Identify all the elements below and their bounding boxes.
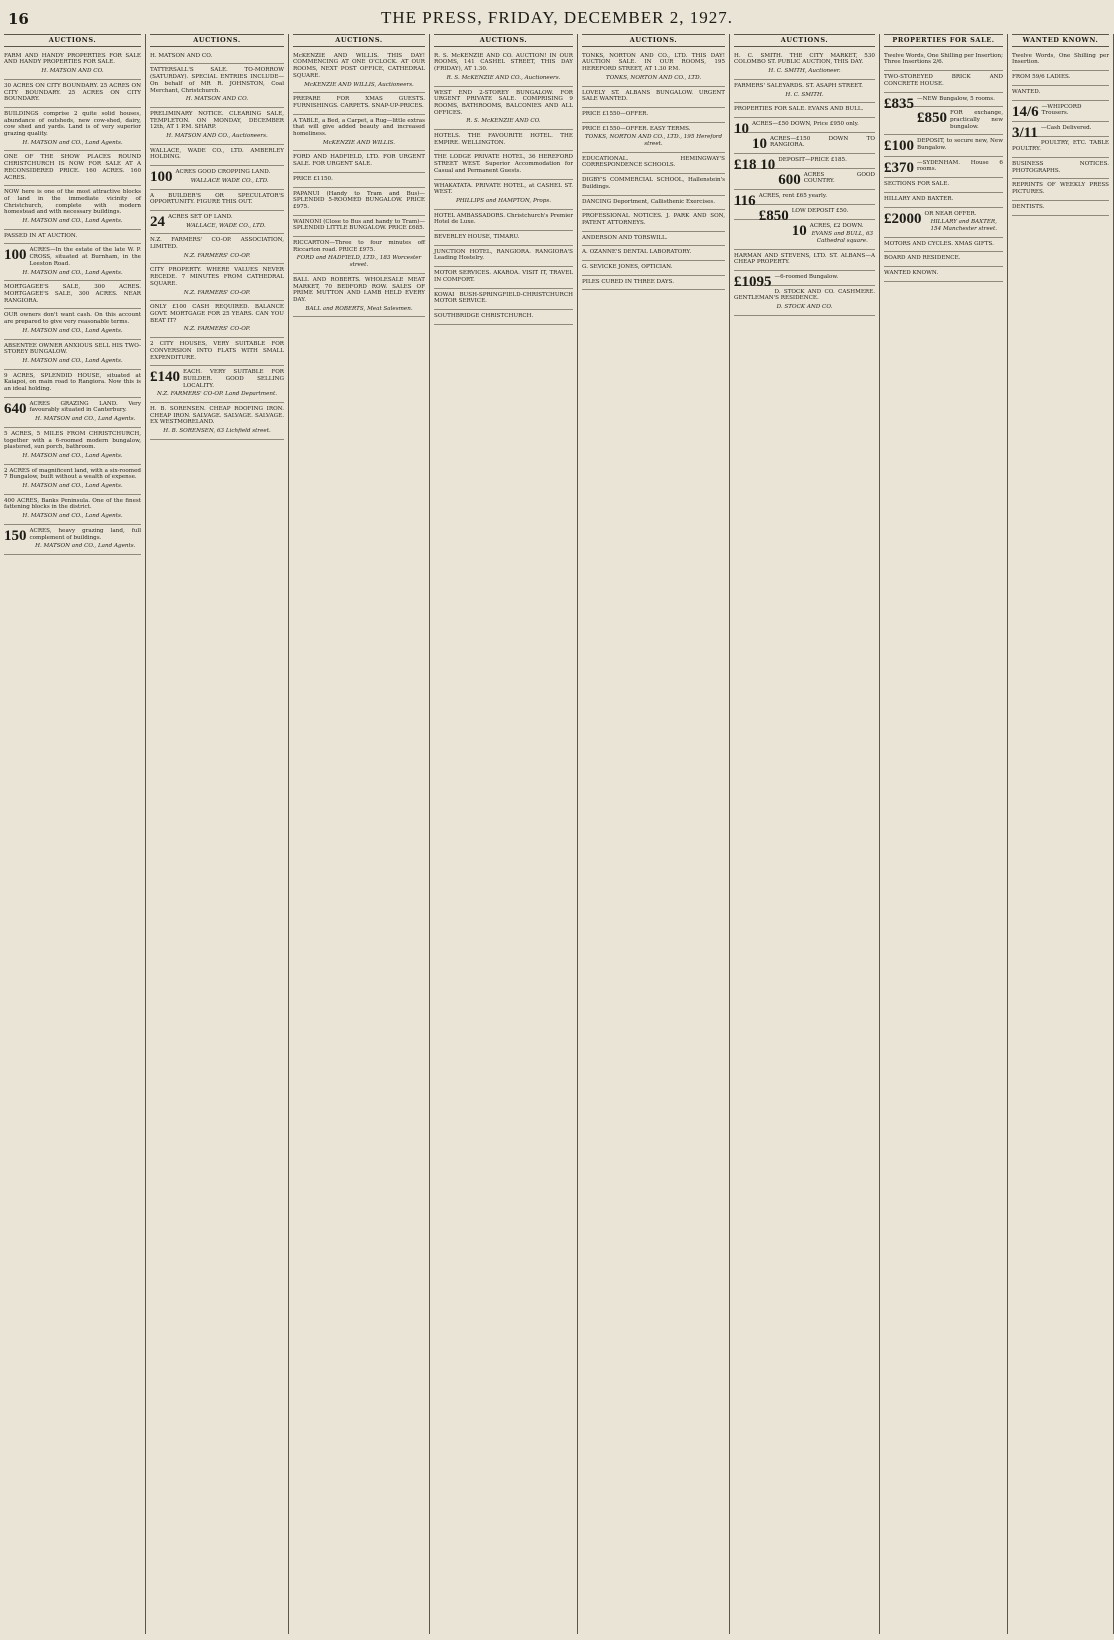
ad-text: PREPARE FOR XMAS GUESTS. FURNISHINGS. CARPETS. SNAP-UP-PRICES. — [293, 96, 425, 109]
ad-signature: H. C. SMITH. — [785, 91, 824, 98]
classified-ad — [150, 108, 284, 145]
classified-ad — [884, 50, 1003, 71]
ad-text: MOTORS AND CYCLES. XMAS GIFTS. — [884, 240, 994, 247]
column-heading: AUCTIONS. — [434, 34, 573, 47]
ad-signature: N.Z. FARMERS' CO-OP. — [183, 289, 251, 296]
classified-ad — [1012, 86, 1109, 101]
classified-ad — [1012, 71, 1109, 86]
page-number: 16 — [8, 10, 29, 28]
classified-ad — [734, 118, 875, 137]
ad-text: EDUCATIONAL. HEMINGWAY'S CORRESPONDENCE SCHOOLS. — [582, 155, 725, 169]
ad-text: PASSED IN AT AUCTION. — [4, 232, 78, 239]
ad-signature: D. STOCK AND CO. — [776, 304, 833, 311]
ad-figure: £140 — [150, 369, 180, 386]
ad-text: PRICE £1550—OFFER. — [582, 110, 649, 117]
ad-text: —Cash Delivered. — [1040, 124, 1092, 131]
newspaper-column — [578, 34, 730, 1634]
classified-ad — [293, 115, 425, 152]
ad-signature: H. MATSON and CO., Land Agents. — [22, 218, 123, 225]
ad-signature: PHILLIPS and HAMPTON, Props. — [455, 197, 551, 204]
ad-text: H. B. SORENSEN. CHEAP ROOFING IRON. CHEAP IRON. SALVAGE. SALVAGE. SALVAGE. EX WESTMORELAND. — [150, 406, 284, 426]
ad-text: WEST END 2-STOREY BUNGALOW. FOR URGENT PRIVATE SALE. COMPRISING 9 ROOMS, BATHROOMS, BALCONIES AND ALL OFFICES. — [434, 89, 573, 116]
classified-ad — [434, 210, 573, 231]
ad-figure: £1095 — [734, 274, 772, 291]
ad-text: HOTEL AMBASSADORS. Christchurch's Premier Hotel de Luxe. — [434, 212, 573, 226]
ad-text: ABSENTEE OWNER ANXIOUS SELL HIS TWO-STOREY BUNGALOW. — [4, 342, 141, 356]
ad-text: 400 ACRES, Banks Peninsula. One of the finest fattening blocks in the district. — [4, 497, 141, 511]
ad-signature: H. MATSON and CO., Land Agents. — [35, 416, 136, 423]
classified-ad — [434, 180, 573, 210]
ad-text: FROM 59/6 LADIES. — [1012, 74, 1071, 81]
classified-ad — [150, 64, 284, 108]
newspaper-title: THE PRESS, FRIDAY, DECEMBER 2, 1927. — [381, 8, 733, 27]
ad-text: 30 ACRES ON CITY BOUNDARY. 25 ACRES ON CITY BOUNDARY. 25 ACRES ON CITY BOUNDARY. — [4, 82, 141, 103]
classified-ad — [434, 87, 573, 131]
ad-figure: 600 — [778, 171, 801, 188]
column-heading: AUCTIONS. — [293, 34, 425, 47]
ad-text: NOW here is one of the most attractive blocks of land in the immediate vicinity of Christchurch, complete with modern homestead and with necessary buildings. — [4, 189, 141, 216]
ad-text: RICCARTON—Three to four minutes off Riccarton road. PRICE £975. — [293, 240, 425, 253]
ad-text: DEPOSIT—PRICE £185. — [778, 157, 847, 164]
classified-ad — [582, 50, 725, 87]
column-heading: AUCTIONS. — [150, 34, 284, 47]
ad-text: HARMAN AND STEVENS, LTD. ST. ALBANS—A CHEAP PROPERTY. — [734, 252, 875, 266]
classified-ad — [734, 103, 875, 118]
ad-figure: 10 — [734, 120, 749, 137]
ad-signature: H. MATSON and CO., Land Agents. — [22, 269, 123, 276]
ad-signature: H. B. SORENSEN, 63 Lichfield street. — [163, 428, 271, 435]
classified-ad — [434, 267, 573, 288]
column-heading: AUCTIONS. — [582, 34, 725, 47]
classified-ad — [293, 151, 425, 172]
classified-ad — [434, 246, 573, 267]
ad-text: THE LODGE PRIVATE HOTEL, 36 HEREFORD STREET WEST. Superior Accommodation for Casual and Permanent Guests. — [434, 154, 573, 174]
ad-signature: H. MATSON AND CO. — [185, 96, 249, 103]
column-heading: AUCTIONS. — [4, 34, 141, 47]
ad-text: PILES CURED IN THREE DAYS. — [582, 278, 674, 285]
ad-text: WAINONI (Close to Bus and handy to Tram)—SPLENDID LITTLE BUNGALOW. PRICE £685. — [293, 218, 425, 232]
classified-ad — [150, 50, 284, 65]
ad-signature: R. S. McKENZIE AND CO., Auctioneers. — [446, 74, 561, 81]
ad-text: A TABLE, a Bed, a Carpet, a Rug—little extras that will give added beauty and increased homeliness. — [293, 117, 425, 138]
ad-text: ACRES GRAZING LAND. Very favourably situated in Canterbury. — [29, 400, 141, 414]
classified-ad — [884, 157, 1003, 178]
classified-ad — [582, 210, 725, 231]
classified-ad — [582, 196, 725, 211]
ad-text: ACRES—£50 DOWN, Price £950 only. — [752, 120, 859, 127]
ad-text: MOTOR SERVICES. AKAROA. VISIT IT, TRAVEL IN COMFORT. — [434, 270, 573, 283]
ad-text: Twelve Words, One Shilling per Insertion; Three Insertions 2/6. — [884, 52, 1003, 66]
column-heading: PROPERTIES FOR SALE. — [884, 34, 1003, 47]
ad-text: H. MATSON AND CO. — [150, 52, 213, 59]
ad-text: TWO-STOREYED BRICK AND CONCRETE HOUSE. — [884, 74, 1003, 87]
classified-ad — [4, 244, 141, 281]
ad-text: H. C. SMITH. THE CITY MARKET, 530 COLOMBO ST. PUBLIC AUCTION, THIS DAY. — [734, 52, 875, 66]
newspaper-column — [0, 34, 146, 1634]
newspaper-column — [880, 34, 1008, 1634]
ad-figure: 100 — [4, 247, 27, 264]
classified-ad — [434, 231, 573, 246]
ad-figure: 10 — [752, 135, 767, 152]
newspaper-column — [1008, 34, 1114, 1634]
ad-text: JUNCTION HOTEL, RANGIORA. RANGIORA'S Leading Hostelry. — [434, 248, 573, 262]
classified-ad — [293, 93, 425, 114]
ad-figure: 14/6 — [1012, 103, 1039, 120]
ad-text: FARM AND HANDY PROPERTIES FOR SALE AND HANDY PROPERTIES FOR SALE. — [4, 52, 141, 66]
ad-figure: £835 — [884, 95, 914, 112]
ad-text: HOTELS. THE FAVOURITE HOTEL. THE EMPIRE. WELLINGTON. — [434, 133, 573, 146]
ad-signature: N.Z. FARMERS' CO-OP. — [183, 326, 251, 333]
ad-text: BEVERLEY HOUSE, TIMARU. — [434, 234, 520, 241]
classified-ad — [4, 495, 141, 525]
ad-text: SECTIONS FOR SALE. — [884, 181, 950, 188]
ad-signature: H. MATSON and CO., Land Agents. — [22, 513, 123, 520]
ad-signature: TONKS, NORTON AND CO., LTD. — [605, 74, 702, 81]
classified-ad — [293, 216, 425, 237]
classified-ad — [4, 108, 141, 152]
classified-ad — [150, 145, 284, 166]
ad-text: PRICE £1150. — [293, 175, 333, 182]
classified-ad — [150, 366, 284, 403]
classified-ad — [4, 50, 141, 80]
classified-ad — [734, 154, 875, 174]
classified-ad — [734, 271, 875, 291]
ad-text: TONKS, NORTON AND CO., LTD. THIS DAY! AUCTION SALE. IN OUR ROOMS, 195 HEREFORD STREET, AT 1.30 P.M. — [582, 52, 725, 73]
classified-ad — [582, 261, 725, 276]
newspaper-column — [146, 34, 289, 1634]
ad-signature: H. MATSON AND CO. — [41, 68, 104, 75]
classified-ad — [4, 428, 141, 465]
ad-text: DENTISTS. — [1012, 203, 1045, 210]
classified-ad — [293, 237, 425, 274]
classified-ad — [150, 211, 284, 234]
ad-text: MORTGAGEE'S SALE, 300 ACRES. MORTGAGEE'S SALE, 300 ACRES. NEAR RANGIORA. — [4, 284, 141, 304]
ad-signature: WALLACE, WADE CO., LTD. — [186, 222, 266, 229]
ad-figure: 10 — [791, 222, 807, 239]
ad-text: R. S. McKENZIE AND CO. AUCTION! IN OUR ROOMS, 141 CASHEL STREET, THIS DAY (FRIDAY), AT 1.30. — [434, 52, 573, 73]
ad-text: D. STOCK AND CO. CASHMERE. GENTLEMAN'S RESIDENCE. — [734, 288, 875, 302]
ad-signature: H. MATSON and CO., Land Agents. — [22, 452, 123, 459]
ad-text: WANTED KNOWN. — [884, 270, 939, 277]
ad-text: DEPOSIT, to secure new, New Bungalow. — [917, 138, 1003, 152]
classified-ad — [734, 133, 875, 154]
classified-ad — [150, 264, 284, 301]
ad-figure: £18 10 — [734, 157, 776, 174]
ad-text: BOARD AND RESIDENCE. — [884, 255, 961, 262]
classified-ad — [884, 208, 1003, 238]
ad-text: 2 ACRES of magnificent land, with a six-roomed 7 Bungalow, built without a wealth of expense. — [4, 467, 141, 481]
classified-ad — [150, 166, 284, 189]
classified-ad — [150, 301, 284, 338]
ad-signature: McKENZIE AND WILLIS, Auctioneers. — [304, 81, 414, 88]
ad-figure: 100 — [150, 169, 173, 186]
ad-text: N.Z. FARMERS' CO-OP. ASSOCIATION, LIMITED. — [150, 237, 284, 251]
ad-text: BUILDINGS comprise 2 quite solid houses, abundance of outsheds, new cow-shed, dairy, cow shed and yards. Land is of very superior grazing quality. — [4, 110, 141, 138]
ad-text: ACRES—£150 DOWN TO RANGIORA. — [770, 135, 875, 149]
ad-text: HILLARY AND BAXTER. — [884, 195, 954, 202]
ad-text: WALLACE, WADE CO., LTD. AMBERLEY HOLDING. — [150, 147, 284, 161]
ad-text: ACRES, rent £65 yearly. — [758, 193, 828, 200]
ad-text: LOW DEPOSIT £50. — [791, 207, 849, 214]
classified-ad — [884, 238, 1003, 253]
ad-text: WANTED. — [1012, 88, 1041, 95]
classified-ad — [434, 289, 573, 310]
classified-ad — [4, 370, 141, 398]
classified-ad — [293, 274, 425, 318]
ad-text: SOUTHBRIDGE CHRISTCHURCH. — [434, 312, 534, 319]
classified-ad — [4, 281, 141, 309]
ad-text: PROPERTIES FOR SALE. EVANS AND BULL. — [734, 106, 864, 113]
newspaper-column — [289, 34, 430, 1634]
classified-ad — [434, 310, 573, 325]
classified-ad — [734, 50, 875, 80]
ad-text: EACH. VERY SUITABLE FOR BUILDER. GOOD SELLING LOCALITY. — [183, 369, 284, 389]
ad-text: PRELIMINARY NOTICE. CLEARING SALE, TEMPLETON. ON MONDAY, DECEMBER 12th, AT 1 P.M. SHARP. — [150, 110, 284, 131]
ad-figure: 24 — [150, 213, 165, 230]
classified-ad — [582, 276, 725, 291]
ad-text: LOVELY ST. ALBANS BUNGALOW. URGENT SALE WANTED. — [582, 89, 725, 103]
masthead — [0, 0, 1114, 34]
ad-text: G. SEVICKE JONES, OPTICIAN. — [582, 264, 673, 271]
classified-ad — [293, 50, 425, 94]
classified-ad — [434, 50, 573, 87]
classified-ad — [884, 193, 1003, 208]
column-heading: WANTED KNOWN. — [1012, 34, 1109, 47]
column-heading: AUCTIONS. — [734, 34, 875, 47]
classified-ad — [1012, 122, 1109, 141]
classified-ad — [582, 153, 725, 174]
ad-text: McKENZIE AND WILLIS. THIS DAY! COMMENCING AT ONE O'CLOCK. AT OUR ROOMS, NEXT POST OFFICE, CATHEDRAL SQUARE. — [293, 52, 425, 79]
ad-figure: £370 — [884, 159, 914, 176]
ad-figure: £2000 — [884, 210, 922, 227]
ad-text: TATTERSALL'S SALE. TO-MORROW (SATURDAY). SPECIAL ENTRIES INCLUDE—On behalf of MR R. JOHNSTON, Coal Merchant, Christchurch. — [150, 67, 284, 94]
ad-text: KOWAI BUSH-SPRINGFIELD-CHRISTCHURCH MOTOR SERVICE. — [434, 291, 573, 305]
ad-signature: H. MATSON and CO., Land Agents. — [22, 483, 123, 490]
ad-text: —NEW Bungalow, 5 rooms. — [917, 95, 995, 102]
classified-ad — [734, 80, 875, 103]
ad-text: 9 ACRES, SPLENDID HOUSE, situated at Kaiapoi, on main road to Rangiora. Now this is an ideal holding. — [4, 372, 141, 393]
ad-signature: WALLACE WADE CO., LTD. — [190, 177, 269, 184]
classified-ad — [150, 338, 284, 366]
classified-ad — [4, 398, 141, 428]
classified-ad — [4, 186, 141, 230]
ad-text: ACRES GOOD CROPPING LAND. — [175, 169, 271, 176]
ad-figure: £100 — [884, 138, 914, 155]
ad-text: FORD AND HADFIELD, LTD. FOR URGENT SALE. FOR URGENT SALE. — [293, 154, 425, 168]
classified-ad — [884, 178, 1003, 193]
ad-text: ACRES SET OF LAND. — [168, 213, 233, 220]
ad-figure: 116 — [734, 193, 756, 210]
ad-text: 2 CITY HOUSES, VERY SUITABLE FOR CONVERSION INTO FLATS WITH SMALL EXPENDITURE. — [150, 341, 284, 361]
classified-ad — [1012, 50, 1109, 71]
ad-text: BUSINESS NOTICES. PHOTOGRAPHS. — [1012, 161, 1109, 174]
ad-text: OUR owners don't want cash. On this account are prepared to give very reasonable terms. — [4, 312, 141, 326]
classified-ad — [582, 174, 725, 195]
ad-text: ACRES GOOD COUNTRY. — [803, 171, 875, 185]
classified-ad — [1012, 201, 1109, 216]
classified-ad — [884, 252, 1003, 267]
ad-figure: 640 — [4, 400, 27, 417]
ad-text: BALL AND ROBERTS. WHOLESALE MEAT MARKET, 70 BEDFORD ROW. SALES OF PRIME MUTTON AND LAMB HELD EVERY DAY. — [293, 276, 425, 303]
ad-text: DIGBY'S COMMERCIAL SCHOOL, Hallenstein's Buildings. — [582, 177, 725, 190]
ad-text: ONLY £100 CASH REQUIRED. BALANCE GOVT. MORTGAGE FOR 25 YEARS. CAN YOU BEAT IT? — [150, 304, 284, 324]
classified-ad — [4, 465, 141, 495]
classified-ad — [4, 525, 141, 555]
newspaper-column — [430, 34, 578, 1634]
classified-ad — [4, 340, 141, 370]
classified-ad — [293, 188, 425, 216]
classified-ad — [434, 151, 573, 179]
ad-text: ONE OF THE SHOW PLACES ROUND CHRISTCHURCH IS NOW FOR SALE AT A RECONSIDERED PRICE. 160 ACRES. 160 ACRES. — [4, 154, 141, 181]
ad-figure: £850 — [758, 207, 789, 224]
ad-text: FARMERS' SALEYARDS. ST. ASAPH STREET. — [734, 82, 863, 89]
ad-text: ANDERSON AND TORSWILL. — [582, 234, 668, 241]
classified-ad — [734, 220, 875, 250]
ad-text: OR NEAR OFFER. — [924, 210, 977, 217]
classified-ad — [4, 80, 141, 108]
ad-text: PAPANUI (Handy to Tram and Bus)—SPLENDID 5-ROOMED BUNGALOW. PRICE £975. — [293, 190, 425, 210]
classified-ad — [4, 230, 141, 245]
ad-text: ACRES, £2 DOWN. — [809, 222, 864, 229]
ad-signature: H. MATSON AND CO., Auctioneers. — [166, 133, 268, 140]
classified-ad — [582, 232, 725, 247]
ad-text: PROFESSIONAL NOTICES. J. PARK AND SON, PATENT ATTORNEYS. — [582, 213, 725, 226]
ad-text: POULTRY, ETC. TABLE POULTRY. — [1012, 139, 1109, 153]
classified-ad — [150, 190, 284, 211]
classified-ad — [734, 286, 875, 316]
ad-signature: FORD and HADFIELD, LTD., 183 Worcester street. — [296, 255, 422, 269]
ad-text: PRICE £1550—OFFER. EASY TERMS. — [582, 125, 691, 132]
ad-text: —6-roomed Bungalow. — [774, 274, 839, 281]
classified-ad — [582, 246, 725, 261]
classified-ad — [582, 87, 725, 108]
classified-ad — [4, 309, 141, 339]
ad-text: —WHIPCORD Trousers. — [1041, 103, 1082, 117]
ad-signature: H. MATSON and CO., Land Agents. — [22, 327, 123, 334]
ad-signature: N.Z. FARMERS' CO-OP. Land Department. — [156, 391, 278, 398]
classified-ad — [293, 173, 425, 188]
classified-ad — [734, 190, 875, 210]
classified-ad — [884, 71, 1003, 92]
ad-text: A BUILDER'S OR SPECULATOR'S OPPORTUNITY. FIGURE THIS OUT. — [150, 192, 284, 206]
classified-ad — [582, 108, 725, 123]
ad-signature: McKENZIE AND WILLIS. — [322, 139, 396, 146]
ad-signature: H. MATSON and CO., Land Agents. — [35, 543, 136, 550]
ad-text: CITY PROPERTY. WHERE VALUES NEVER RECEDE. 7 MINUTES FROM CATHEDRAL SQUARE. — [150, 267, 284, 287]
ad-text: ACRES—In the estate of the late W. P. CROSS, situated at Burnham, in the Leeston Road. — [29, 247, 141, 267]
classified-ad — [150, 403, 284, 440]
ad-text: —SYDENHAM. House 6 rooms. — [917, 159, 1003, 173]
classified-ad — [884, 93, 1003, 112]
classified-ad — [1012, 179, 1109, 200]
newspaper-column — [730, 34, 880, 1634]
ad-text: DANCING Deportment, Callisthenic Exercises. — [582, 198, 716, 205]
ad-figure: 150 — [4, 527, 27, 544]
ad-signature: EVANS and BULL, 63 Cathedral square. — [811, 231, 874, 244]
classified-ad — [1012, 101, 1109, 122]
classified-ad — [582, 123, 725, 153]
ad-text: REPRINTS OF WEEKLY PRESS PICTURES. — [1012, 182, 1109, 196]
ad-text: FOR exchange, practically new bungalow. — [950, 110, 1003, 130]
ad-signature: H. MATSON and CO., Land Agents. — [22, 357, 123, 364]
ad-signature: TONKS, NORTON AND CO., LTD., 195 Hereford street. — [584, 134, 723, 148]
ad-signature: H. C. SMITH, Auctioneer. — [768, 68, 841, 75]
ad-figure: £850 — [917, 110, 947, 127]
classified-ad — [1012, 158, 1109, 179]
classified-ad — [734, 250, 875, 271]
ad-figure: 3/11 — [1012, 124, 1038, 141]
ad-text: ACRES, heavy grazing land, full complement of buildings. — [29, 527, 141, 541]
ad-signature: N.Z. FARMERS' CO-OP. — [183, 252, 251, 259]
ad-signature: H. MATSON and CO., Land Agents. — [22, 139, 123, 146]
classified-ad — [150, 234, 284, 264]
ad-signature: R. S. McKENZIE AND CO. — [466, 118, 541, 125]
ad-text: Twelve Words, One Shilling per Insertion. — [1012, 52, 1109, 66]
ad-text: 5 ACRES, 5 MILES FROM CHRISTCHURCH, together with a 6-roomed modern bungalow, plastered, sun porch, bathroom. — [4, 430, 141, 451]
ad-signature: HILLARY and BAXTER, 154 Manchester street. — [930, 219, 997, 232]
ad-text: A. OZANNE'S DENTAL LABORATORY. — [582, 249, 692, 256]
classified-ad — [4, 151, 141, 186]
ad-text: WHAKATATA. PRIVATE HOTEL, at CASHEL ST. WEST. — [434, 182, 573, 196]
ad-signature: BALL and ROBERTS, Meat Salesmen. — [305, 305, 413, 312]
classified-ad — [434, 130, 573, 151]
classified-ad — [884, 135, 1003, 156]
classified-ad — [884, 267, 1003, 282]
